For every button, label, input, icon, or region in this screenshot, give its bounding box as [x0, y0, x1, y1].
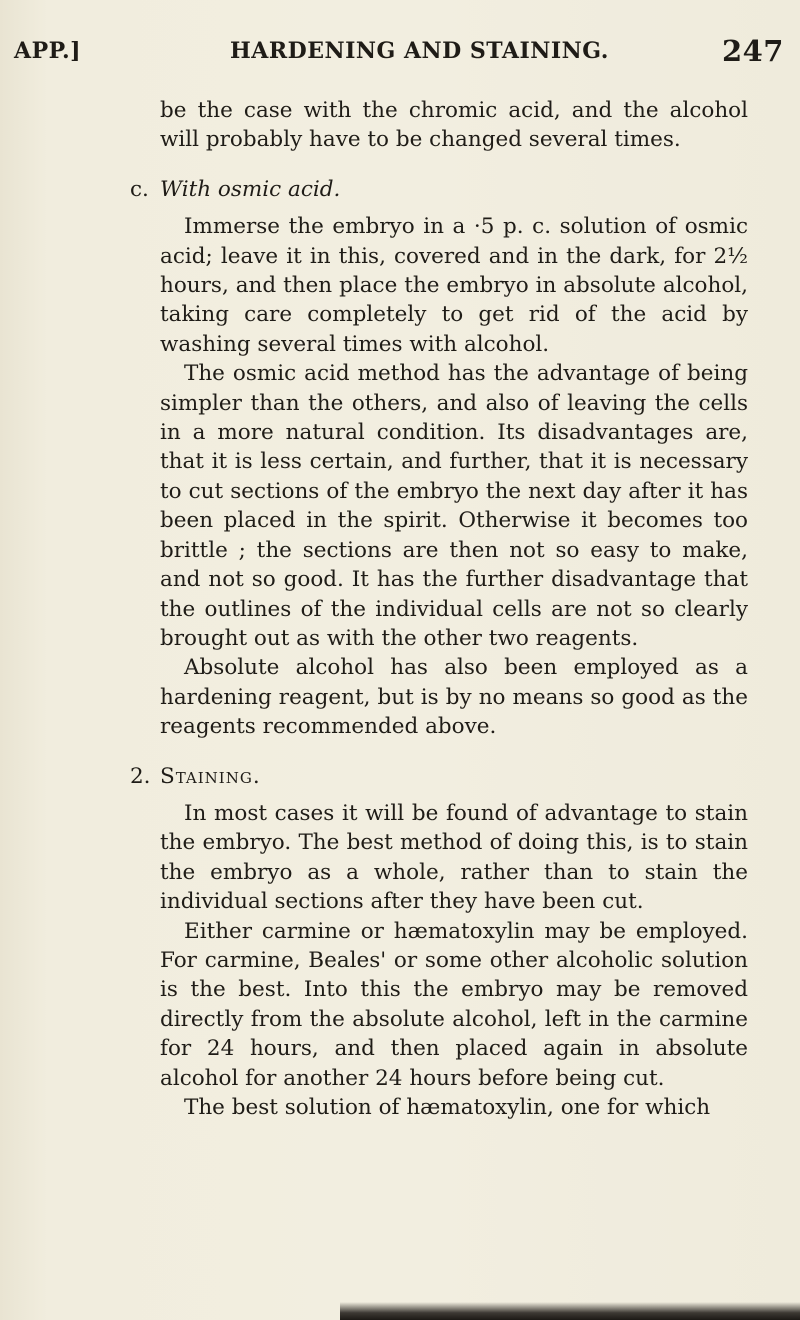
paragraph: In most cases it will be found of advantage to stain the embryo. The best method of doing this, is to stain the embryo as a whole, rather than to stain the individual sections after they have been cut. [160, 800, 748, 915]
paragraph: The osmic acid method has the advantage of being simpler than the others, and also of leaving the cells in a more natural condition. Its disadvantages are, that it is less certain, and further, that it is necessary to cut sections of the embryo the next day after it has been placed in the spirit. Otherwise it becomes too brittle ; the sections are then not so easy to make, and not so good. It has the further disadvantage that the outlines of the individual cells are not so clearly brought out as with the other two reagents. [160, 361, 748, 651]
scan-shadow [340, 1302, 800, 1320]
section-number: c. [130, 176, 149, 202]
page-number: 247 [721, 34, 784, 68]
paragraph-continued: be the case with the chromic acid, and the alcohol will probably have to be changed several times. [160, 98, 748, 153]
section-heading-c [130, 175, 748, 204]
page-body [130, 96, 748, 1122]
header-appendix-label: APP.] [14, 38, 82, 64]
paragraph: Immerse the embryo in a ·5 p. c. solution of osmic acid; leave it in this, covered and in the dark, for 2½ hours, and then place the embryo in absolute alcohol, taking care completely to get rid of the acid by washing several times with alcohol. [160, 214, 748, 357]
section-title: With osmic acid. [160, 176, 341, 202]
paragraph: The best solution of hæmatoxylin, one for which [184, 1095, 711, 1120]
header-title: HARDENING AND STAINING. [230, 38, 609, 64]
paragraph: Either carmine or hæmatoxylin may be employed. For carmine, Beales' or some other alcoholic solution is the best. Into this the embryo may be removed directly from the absolute alcohol, left in the carmine for 24 hours, and then placed again in absolute alcohol for another 24 hours before being cut. [160, 918, 748, 1091]
section-title: Staining. [160, 763, 261, 789]
section-number: 2. [130, 763, 151, 789]
paragraph: Absolute alcohol has also been employed as a hardening reagent, but is by no means so good as the reagents recommended above. [160, 655, 748, 740]
running-header [14, 34, 784, 74]
section-heading-2 [130, 762, 748, 791]
